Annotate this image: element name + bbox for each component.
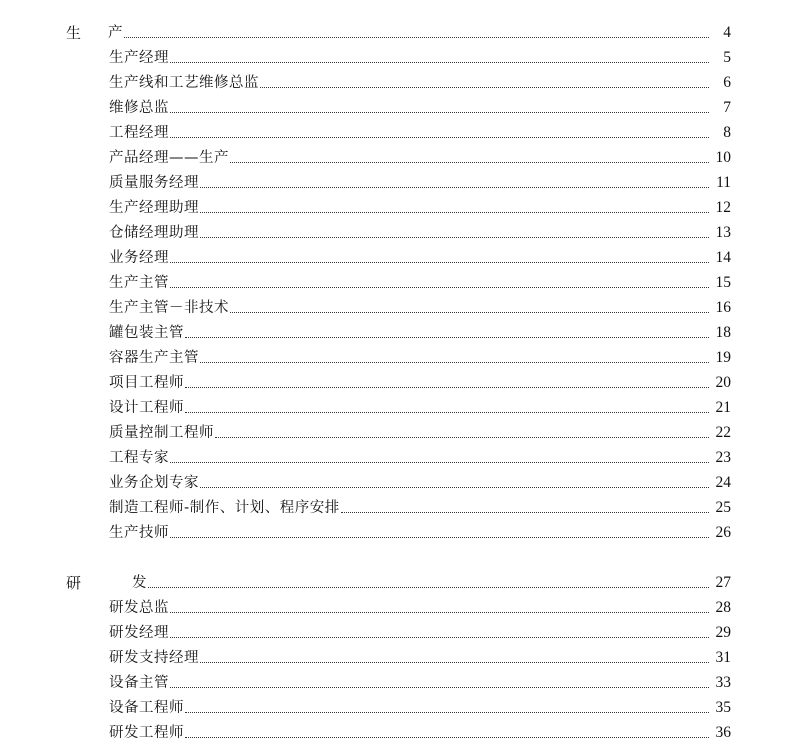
- entry-label: 生产主管－非技术: [109, 300, 229, 316]
- page-number: 19: [715, 349, 731, 366]
- page-number: 6: [723, 74, 731, 91]
- dot-leader: [185, 736, 709, 738]
- page-number: 21: [715, 399, 731, 416]
- toc-section-rnd[interactable]: [66, 567, 731, 592]
- toc-entry[interactable]: [109, 442, 731, 467]
- page-number: 26: [715, 524, 731, 541]
- section-title-char2: 发: [132, 575, 147, 591]
- entry-label: 研发经理: [109, 625, 169, 641]
- dot-leader: [148, 586, 709, 588]
- dot-leader: [200, 236, 709, 238]
- page-number: 13: [715, 224, 731, 241]
- dot-leader: [185, 411, 709, 413]
- dot-leader: [200, 661, 709, 663]
- toc-section-production[interactable]: [66, 17, 731, 42]
- dot-leader: [200, 486, 709, 488]
- toc-entry[interactable]: [109, 192, 731, 217]
- page-number: 22: [715, 424, 731, 441]
- entry-label: 产品经理——生产: [109, 150, 229, 166]
- section-title-char1: 生: [66, 24, 82, 42]
- page-number: 36: [715, 724, 731, 741]
- toc-entry[interactable]: [109, 267, 731, 292]
- page-number: 11: [716, 174, 731, 191]
- page-number: 23: [715, 449, 731, 466]
- page-number: 25: [715, 499, 731, 516]
- entry-label: 生产技师: [109, 525, 169, 541]
- dot-leader: [260, 86, 709, 88]
- dot-leader: [341, 511, 709, 513]
- toc-entry[interactable]: [109, 67, 731, 92]
- page-number: 12: [715, 199, 731, 216]
- entry-label: 研发总监: [109, 600, 169, 616]
- dot-leader: [170, 686, 709, 688]
- dot-leader: [200, 361, 709, 363]
- entry-label: 业务企划专家: [109, 475, 199, 491]
- dot-leader: [230, 311, 709, 313]
- entry-label: 设备工程师: [109, 700, 184, 716]
- entry-label: 生产线和工艺维修总监: [109, 75, 259, 91]
- toc-entry[interactable]: [109, 292, 731, 317]
- toc-entry[interactable]: [109, 342, 731, 367]
- entry-label: 业务经理: [109, 250, 169, 266]
- toc-entry[interactable]: [109, 392, 731, 417]
- toc-entry[interactable]: [109, 217, 731, 242]
- page-number: 18: [715, 324, 731, 341]
- page-number: 7: [723, 99, 731, 116]
- page-number: 28: [715, 599, 731, 616]
- toc-entry[interactable]: [109, 417, 731, 442]
- toc-entry[interactable]: [109, 642, 731, 667]
- dot-leader: [170, 636, 709, 638]
- page-number: 20: [715, 374, 731, 391]
- toc-entry[interactable]: [109, 492, 731, 517]
- toc-entry[interactable]: [109, 667, 731, 692]
- toc-entry[interactable]: [109, 42, 731, 67]
- section-title-char2: 产: [108, 25, 123, 41]
- entry-label: 罐包装主管: [109, 325, 184, 341]
- entry-label: 研发支持经理: [109, 650, 199, 666]
- page-number: 15: [715, 274, 731, 291]
- toc-entry[interactable]: [109, 617, 731, 642]
- dot-leader: [230, 161, 709, 163]
- entry-label: 设备主管: [109, 675, 169, 691]
- page-number: 29: [715, 624, 731, 641]
- entry-label: 生产经理: [109, 50, 169, 66]
- dot-leader: [200, 186, 709, 188]
- page-number: 31: [715, 649, 731, 666]
- page-number: 33: [715, 674, 731, 691]
- entry-label: 项目工程师: [109, 375, 184, 391]
- entry-label: 容器生产主管: [109, 350, 199, 366]
- page-number: 24: [715, 474, 731, 491]
- dot-leader: [170, 61, 709, 63]
- dot-leader: [185, 386, 709, 388]
- section-title-char1: 研: [66, 574, 82, 592]
- entry-label: 质量服务经理: [109, 175, 199, 191]
- dot-leader: [124, 36, 709, 38]
- entry-label: 研发工程师: [109, 725, 184, 741]
- toc-entry[interactable]: [109, 317, 731, 342]
- dot-leader: [215, 436, 709, 438]
- page-number: 27: [715, 574, 731, 591]
- page-number: 35: [715, 699, 731, 716]
- toc-entry[interactable]: [109, 517, 731, 542]
- toc-entry[interactable]: [109, 717, 731, 742]
- page-number: 8: [723, 124, 731, 141]
- entry-label: 工程经理: [109, 125, 169, 141]
- entry-label: 仓储经理助理: [109, 225, 199, 241]
- toc-entry[interactable]: [109, 367, 731, 392]
- toc-entry[interactable]: [109, 142, 731, 167]
- page-number: 5: [723, 49, 731, 66]
- dot-leader: [170, 136, 709, 138]
- toc-entry[interactable]: [109, 692, 731, 717]
- dot-leader: [170, 286, 709, 288]
- entry-label: 制造工程师-制作、计划、程序安排: [109, 500, 340, 516]
- toc-entry[interactable]: [109, 167, 731, 192]
- toc-entry[interactable]: [109, 117, 731, 142]
- entry-label: 工程专家: [109, 450, 169, 466]
- entry-label: 生产主管: [109, 275, 169, 291]
- dot-leader: [170, 611, 709, 613]
- entry-label: 设计工程师: [109, 400, 184, 416]
- page-number: 4: [723, 24, 731, 41]
- page-number: 16: [715, 299, 731, 316]
- entry-label: 维修总监: [109, 100, 169, 116]
- toc-entry[interactable]: [109, 92, 731, 117]
- entry-label: 质量控制工程师: [109, 425, 214, 441]
- page-number: 14: [715, 249, 731, 266]
- toc-entry[interactable]: [109, 592, 731, 617]
- page-number: 10: [715, 149, 731, 166]
- dot-leader: [170, 111, 709, 113]
- dot-leader: [170, 261, 709, 263]
- dot-leader: [185, 336, 709, 338]
- dot-leader: [170, 536, 709, 538]
- toc-entry[interactable]: [109, 467, 731, 492]
- entry-label: 生产经理助理: [109, 200, 199, 216]
- dot-leader: [170, 461, 709, 463]
- dot-leader: [200, 211, 709, 213]
- toc-entry[interactable]: [109, 242, 731, 267]
- dot-leader: [185, 711, 709, 713]
